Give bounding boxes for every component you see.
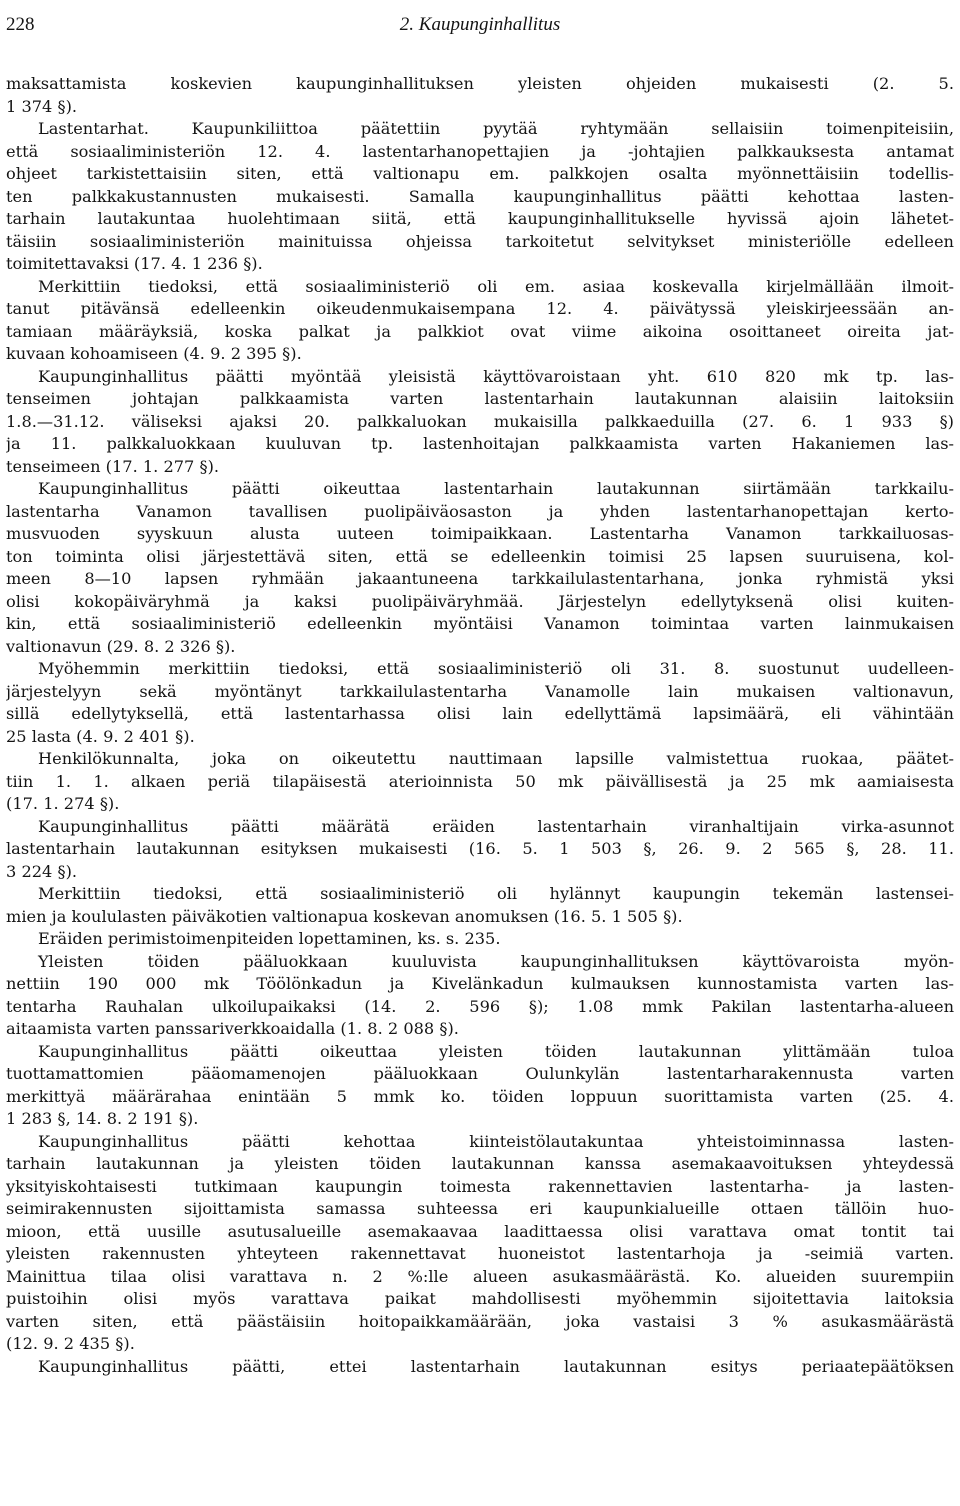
text-line: puistoihin olisi myös varattava paikat mahdollisesti myöhemmin sijoitettavia laitoksia [6, 1289, 954, 1308]
text-line: tamiaan määräyksiä, koska palkat ja palkkiot ovat viime aikoina osoittaneet oireita jat- [6, 321, 954, 341]
page-header [6, 0, 954, 48]
text-line: täisiin sosiaaliministeriön mainituissa ohjeissa tarkoitetut selvitykset ministeriölle edelleen [6, 231, 954, 251]
text-line: toimitettavaksi (17. 4. 1 236 §). [6, 254, 263, 273]
text-line: yleisten rakennusten yhteyteen rakennettavat huoneistot lastentarhoja ja -seimiä varten. [6, 1244, 954, 1263]
text-line: Kaupunginhallitus päätti, ettei lastentarhain lautakunnan esitys periaatepäätöksen [38, 1356, 954, 1376]
text-line: tenseimeen (17. 1. 277 §). [6, 456, 220, 476]
text-line: Eräiden perimistoimenpiteiden lopettaminen, ks. s. 235. [38, 929, 501, 948]
text-line: (17. 1. 274 §). [6, 794, 120, 813]
text-line: tarhain lautakunnan ja yleisten töiden lautakunnan kanssa asemakaavoituksen yhteydessä [6, 1154, 954, 1173]
text-line: että sosiaaliministeriön 12. 4. lastentarhanopettajien ja -johtajien palkkauksesta antamat [6, 141, 954, 161]
text-line: tentarha Rauhalan ulkoilupaikaksi (14. 2. 596 §); 1.08 mmk Pakilan lastentarha-alueen [6, 996, 954, 1016]
text-line: lastentarhain lautakunnan esityksen mukaisesti (16. 5. 1 503 §, 26. 9. 2 565 §, 28. 11. [6, 839, 954, 858]
body-text [6, 73, 954, 1378]
text-line: Merkittiin tiedoksi, että sosiaaliministeriö oli hylännyt kaupungin tekemän lastensei- [38, 884, 954, 903]
text-line: kuvaan kohoamiseen (4. 9. 2 395 §). [6, 344, 302, 363]
text-line: ten palkkakustannusten mukaisesti. Samalla kaupunginhallitus päätti kehottaa lasten- [6, 186, 954, 206]
text-line: Kaupunginhallitus päätti määrätä eräiden lastentarhain viranhaltijain virka-asunnot [38, 816, 954, 836]
text-line: Myöhemmin merkittiin tiedoksi, että sosiaaliministeriö oli 31. 8. suostunut uudelleen- [38, 659, 954, 678]
text-line: 1 283 §, 14. 8. 2 191 §). [6, 1109, 199, 1128]
text-line: lastentarha Vanamon tavallisen puolipäiväosaston ja yhden lastentarhanopettajan kerto- [6, 501, 954, 521]
text-line: 3 224 §). [6, 861, 78, 881]
text-line: aitaamista varten panssariverkkoaidalla (1. 8. 2 088 §). [6, 1019, 459, 1038]
text-line: ohjeet tarkistettaisiin siten, että valtionapu em. palkkojen osalta myönnettäisiin todellis- [6, 164, 954, 183]
text-line: Lastentarhat. Kaupunkiliittoa päätettiin pyytää ryhtymään sellaisiin toimenpiteisiin, [38, 119, 954, 138]
text-line: ja 11. palkkaluokkaan kuuluvan tp. lastenhoitajan palkkaamista varten Hakaniemen las- [6, 434, 954, 453]
text-line: mioon, että uusille asutusalueille asemakaavaa laadittaessa olisi varattava omat tontit tai [6, 1221, 954, 1241]
text-line: Kaupunginhallitus päätti oikeuttaa yleisten töiden lautakunnan ylittämään tuloa [38, 1041, 954, 1061]
text-line: musvuoden syyskuun alusta uuteen toimipaikkaan. Lastentarha Vanamon tarkkailuosas- [6, 524, 954, 543]
text-line: tenseimen johtajan palkkaamista varten lastentarhain lautakunnan alaisiin laitoksiin [6, 389, 954, 408]
text-line: Kaupunginhallitus päätti kehottaa kiinteistölautakuntaa yhteistoiminnassa lasten- [38, 1131, 954, 1151]
document-page [6, 0, 954, 1378]
text-line: tanut pitävänsä edelleenkin oikeudenmukaisempana 12. 4. päivätyssä yleiskirjeessään an- [6, 299, 954, 318]
text-line: merkittyä määrärahaa enintään 5 mmk ko. töiden loppuun suorittamista varten (25. 4. [6, 1086, 954, 1106]
text-line: Merkittiin tiedoksi, että sosiaaliministeriö oli em. asiaa koskevalla kirjelmällään ilmoit- [38, 276, 954, 296]
text-line: 25 lasta (4. 9. 2 401 §). [6, 726, 195, 746]
text-line: Kaupunginhallitus päätti oikeuttaa lastentarhain lautakunnan siirtämään tarkkailu- [38, 479, 954, 498]
text-line: Mainittua tilaa olisi varattava n. 2 %:lle alueen asukasmäärästä. Ko. alueiden suurempiin [6, 1266, 954, 1286]
text-line: järjestelyyn sekä myöntänyt tarkkailulastentarha Vanamolle lain mukaisen valtionavun, [6, 681, 954, 701]
text-line: valtionavun (29. 8. 2 326 §). [6, 636, 236, 656]
text-line: ton toiminta olisi järjestettävä siten, että se edelleenkin toimisi 25 lapsen suuruisena, kol- [6, 546, 954, 566]
page-number: 228 [6, 14, 35, 35]
text-line: Kaupunginhallitus päätti myöntää yleisistä käyttövaroistaan yht. 610 820 mk tp. las- [38, 366, 954, 386]
text-line: meen 8—10 lapsen ryhmään jakaantuneena tarkkailulastentarhana, jonka ryhmistä yksi [6, 569, 954, 588]
text-line: yksityiskohtaisesti tutkimaan kaupungin toimesta rakennettavien lastentarha- ja lasten- [6, 1176, 954, 1196]
text-line: nettiin 190 000 mk Töölönkadun ja Kivelänkadun kulmauksen kunnostamista varten las- [6, 974, 954, 993]
text-line: Yleisten töiden pääluokkaan kuuluvista kaupunginhallituksen käyttövaroista myön- [38, 951, 954, 971]
text-line: 1.8.—31.12. väliseksi ajaksi 20. palkkaluokan mukaisilla palkkaeduilla (27. 6. 1 933 §) [6, 411, 954, 431]
running-head: 2. Kaupunginhallitus [399, 14, 561, 35]
text-line: seimirakennusten sijoittamista samassa suhteessa eri kaupunkialueille ottaen tällöin huo- [6, 1199, 954, 1218]
text-line: tuottamattomien pääomamenojen pääluokkaan Oulunkylän lastentarharakennusta varten [6, 1064, 954, 1083]
text-line: kin, että sosiaaliministeriö edelleenkin myöntäisi Vanamon toimintaa varten lainmukaisen [6, 614, 954, 633]
text-line: maksattamista koskevien kaupunginhallituksen yleisten ohjeiden mukaisesti (2. 5. [6, 74, 954, 93]
text-line: tarhain lautakuntaa huolehtimaan siitä, että kaupunginhallitukselle hyvissä ajoin lähetet- [6, 209, 954, 228]
text-line: olisi kokopäiväryhmä ja kaksi puolipäiväryhmää. Järjestelyn edellytyksenä olisi kuiten- [6, 591, 954, 611]
text-line: tiin 1. 1. alkaen periä tilapäisestä aterioinnista 50 mk päivällisestä ja 25 mk aamiaisesta [6, 771, 954, 791]
text-line: varten siten, että päästäisiin hoitopaikkamäärään, joka vastaisi 3 % asukasmäärästä [6, 1311, 954, 1331]
text-line: sillä edellytyksellä, että lastentarhassa olisi lain edellyttämä lapsimäärä, eli vähintään [6, 704, 954, 723]
text-line: 1 374 §). [6, 96, 78, 116]
text-line: (12. 9. 2 435 §). [6, 1334, 135, 1353]
text-line: Henkilökunnalta, joka on oikeutettu nauttimaan lapsille valmistettua ruokaa, päätet- [38, 749, 954, 768]
text-line: mien ja koululasten päiväkotien valtionapua koskevan anomuksen (16. 5. 1 505 §). [6, 906, 683, 926]
